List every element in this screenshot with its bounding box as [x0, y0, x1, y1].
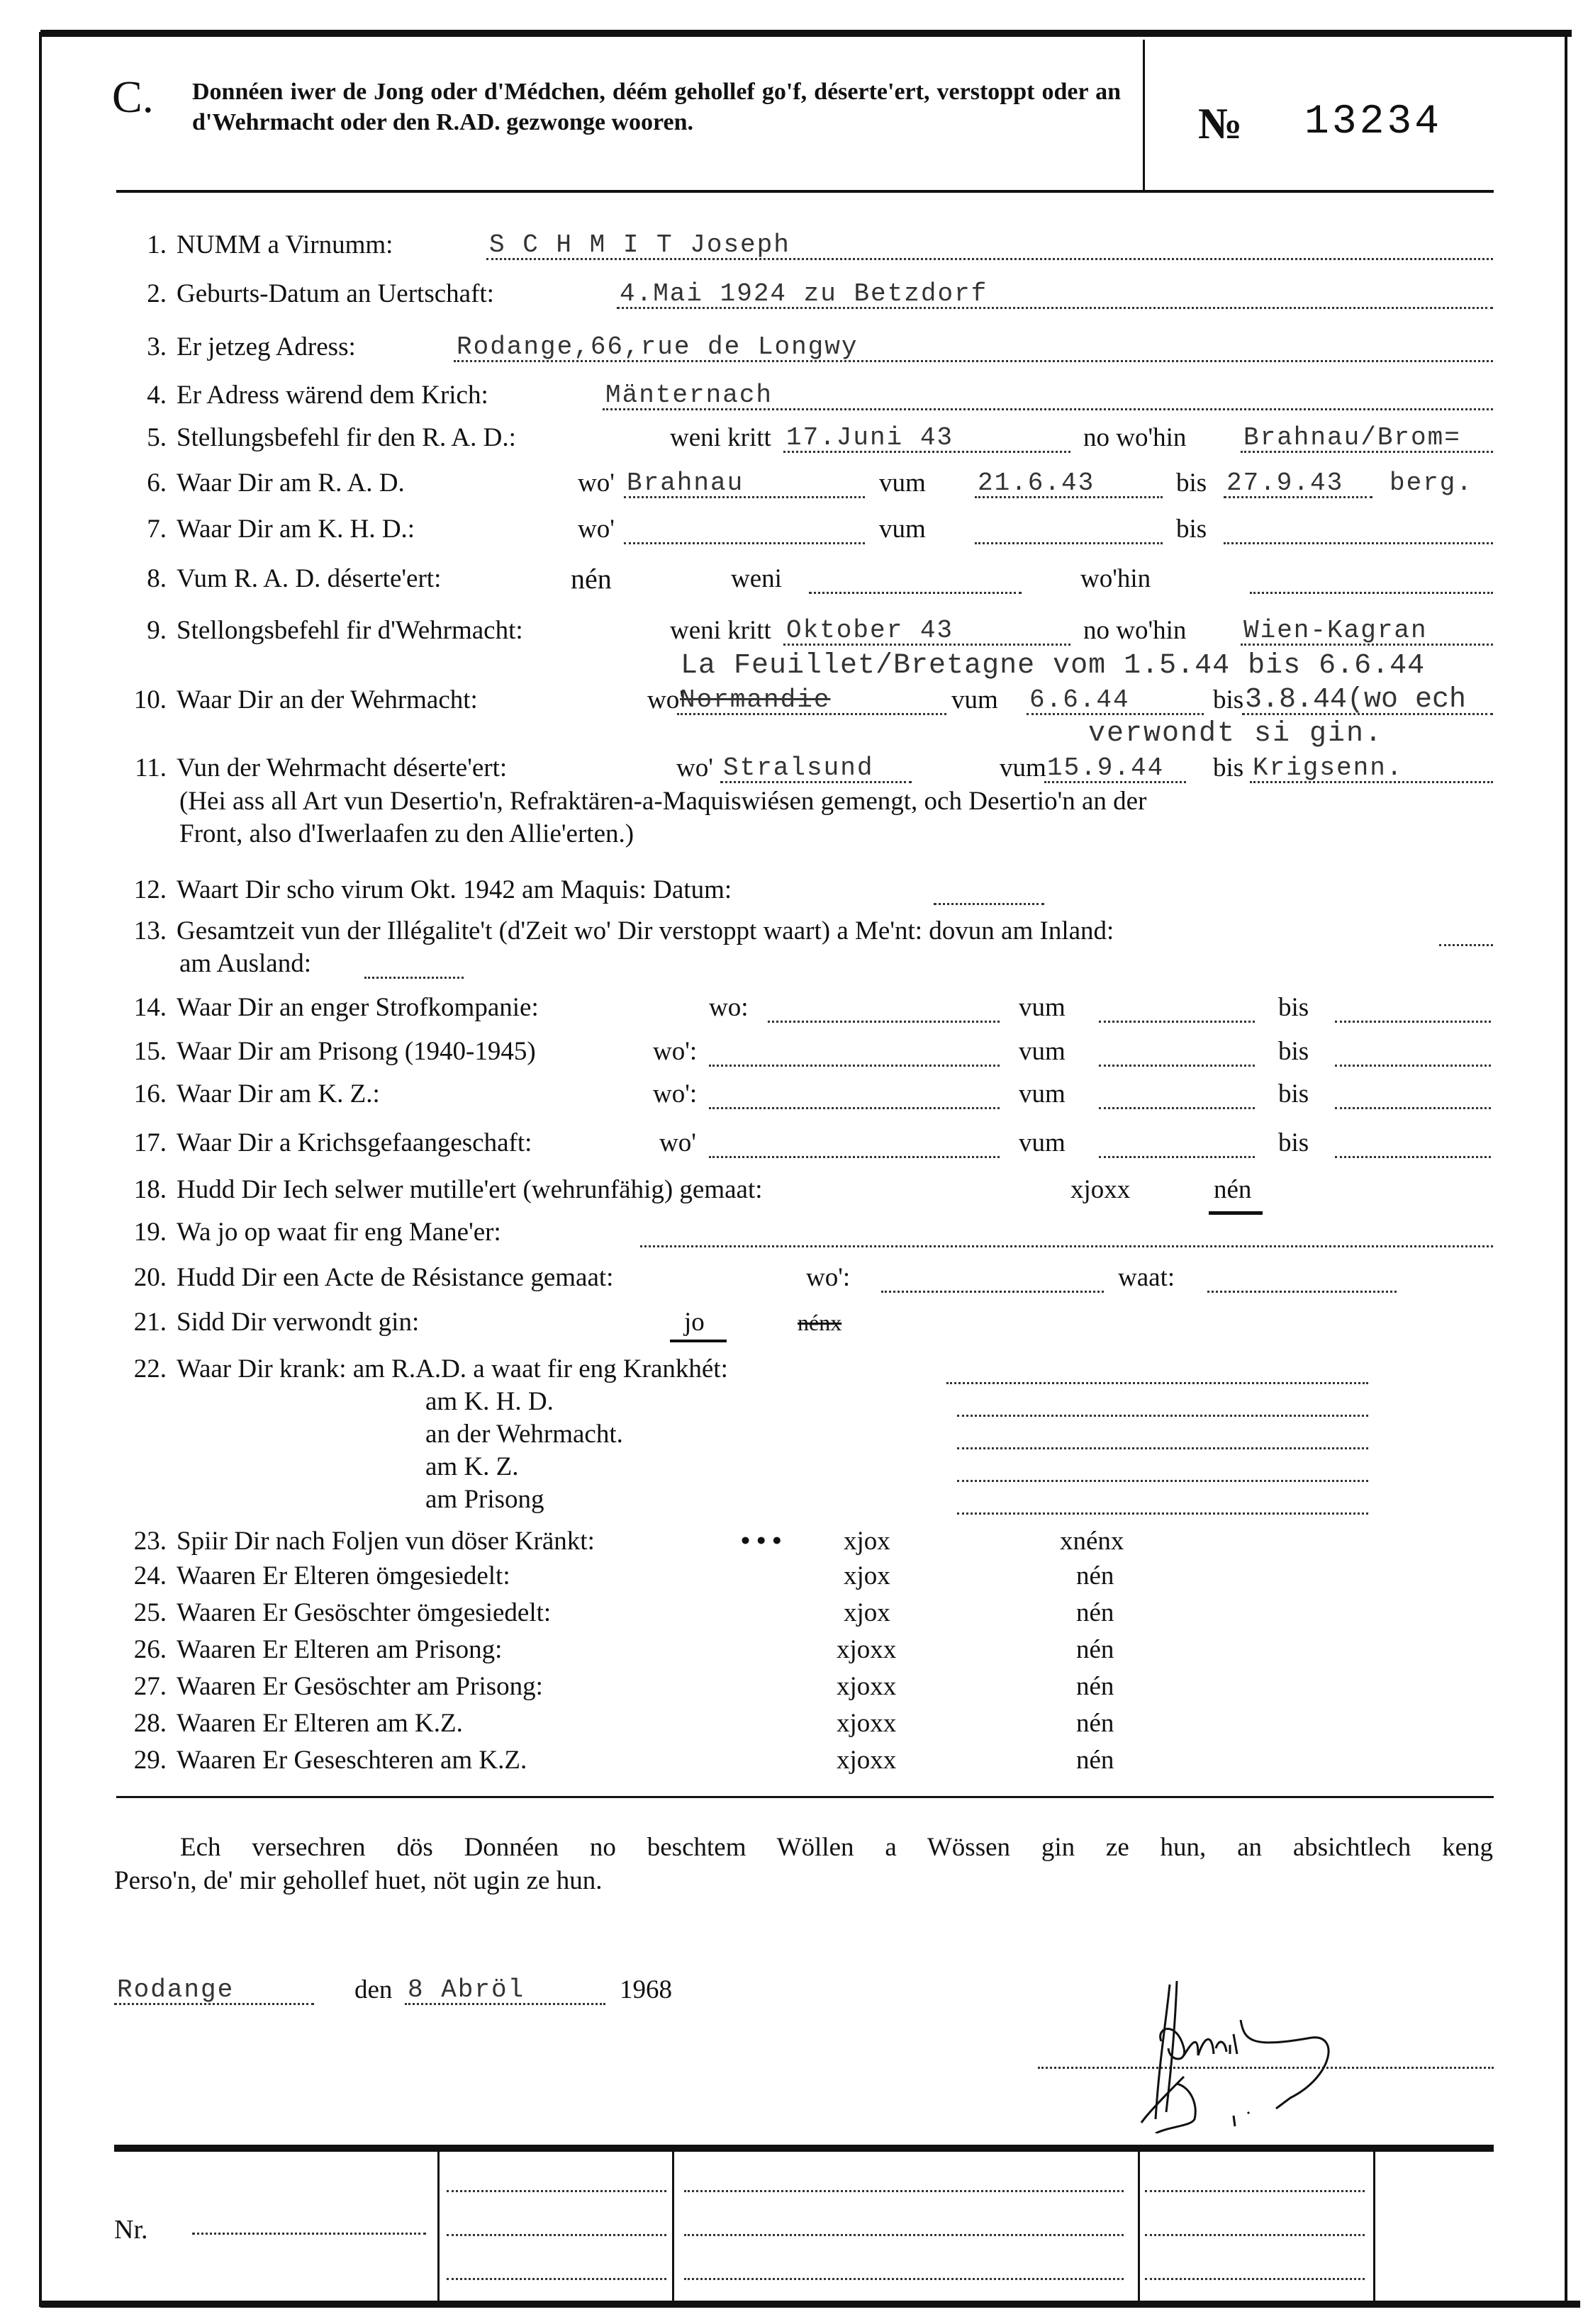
row-label: Waaren Er Gesöschter ömgesiedelt:: [177, 1598, 552, 1627]
no-option[interactable]: xnénx: [1060, 1527, 1124, 1556]
row-number: 29.: [133, 1746, 167, 1775]
footer-field[interactable]: [447, 2190, 666, 2192]
desertion-from: 15.9.44: [1047, 753, 1165, 782]
where-label: wo':: [653, 1037, 698, 1066]
rad-order-place-field[interactable]: [1241, 422, 1493, 453]
row-number: 18.: [133, 1175, 167, 1204]
sub-label: am K. H. D.: [425, 1387, 554, 1416]
footer-field[interactable]: [1145, 2278, 1365, 2280]
row-label: NUMM a Virnumm:: [177, 230, 393, 259]
row-label: Waar Dir a Krichsgefaangeschaft:: [177, 1128, 532, 1157]
rad-from-field[interactable]: [975, 468, 1163, 498]
rad-order-date: 17.Juni 43: [786, 423, 954, 452]
row-sick-kz: [0, 1452, 1588, 1483]
row-note: [0, 786, 1588, 817]
header-rule: [116, 190, 1494, 193]
abroad-label: am Ausland:: [179, 949, 312, 978]
row-number: 23.: [133, 1527, 167, 1556]
prison-from-field[interactable]: [1099, 1036, 1255, 1067]
rad-to-field[interactable]: [1224, 468, 1372, 498]
row-illegality-abroad: [0, 948, 1588, 979]
wehrmacht-to-cont: verwondt si gin.: [1088, 718, 1384, 750]
prison-where-field[interactable]: [709, 1036, 1000, 1067]
row-label: Waar Dir am K. Z.:: [177, 1079, 380, 1108]
when-label: weni kritt: [670, 616, 771, 645]
row-label: Geburts-Datum an Uertschaft:: [177, 279, 494, 308]
yes-option-struck[interactable]: xjoxx: [837, 1709, 897, 1738]
row-number: 27.: [133, 1672, 167, 1701]
row-number: 1.: [147, 230, 167, 259]
row-sick-prison: [0, 1484, 1588, 1515]
pow-to-field[interactable]: [1335, 1128, 1491, 1158]
rad-where-field[interactable]: [624, 468, 865, 498]
row-label: Vun der Wehrmacht déserte'ert:: [177, 753, 508, 782]
row-number: 17.: [133, 1128, 167, 1157]
wehrmacht-from: 6.6.44: [1029, 685, 1130, 714]
row-label: Waar Dir am K. H. D.:: [177, 515, 415, 544]
row-number: 21.: [133, 1308, 167, 1337]
name-value: S C H M I T Joseph: [489, 230, 790, 259]
right-border: [1565, 32, 1567, 2307]
address-value: Rodange,66,rue de Longwy: [457, 332, 859, 361]
desertion-note-line2: Front, also d'Iwerlaafen zu den Allie'erten.): [179, 819, 634, 848]
row-label: Hudd Dir Iech selwer mutille'ert (wehrunfähig) gemaat:: [177, 1175, 763, 1204]
row-number: 19.: [133, 1218, 167, 1247]
row-label: Wa jo op waat fir eng Mane'er:: [177, 1218, 501, 1247]
footer-field[interactable]: [1145, 2190, 1365, 2192]
row-label: Waaren Er Elteren ömgesiedelt:: [177, 1561, 510, 1590]
sick-rad-field[interactable]: [946, 1354, 1368, 1384]
section-letter: C.: [112, 72, 154, 122]
when-label: weni: [731, 564, 782, 593]
row-label: Waar Dir an enger Strofkompanie:: [177, 993, 539, 1022]
rad-to: 27.9.43: [1226, 468, 1344, 498]
desertion-to: Krigsenn.: [1253, 753, 1404, 782]
where-label: wo:: [709, 993, 749, 1022]
bottom-border: [40, 2301, 1580, 2308]
row-label: Waaren Er Elteren am K.Z.: [177, 1709, 463, 1738]
left-border: [39, 32, 42, 2307]
row-siblings-resettled: [0, 1598, 1588, 1629]
row-label: Gesamtzeit vun der Illégalite't (d'Zeit wo' Dir verstoppt waart) a Me'nt: dovun am Inland:: [177, 916, 1114, 945]
desertion-from-field[interactable]: [1044, 753, 1186, 783]
to-label: bis: [1278, 993, 1309, 1022]
no-option[interactable]: nén: [1076, 1672, 1114, 1701]
footer-col-divider: [1138, 2150, 1140, 2302]
row-name: [0, 230, 1588, 261]
row-label: Waar Dir am Prisong (1940-1945): [177, 1037, 536, 1066]
from-label: vum: [1000, 753, 1046, 782]
row-number: 9.: [147, 616, 167, 645]
manner-field[interactable]: [640, 1217, 1493, 1247]
row-sick: [0, 1354, 1588, 1385]
row-label: Waaren Er Elteren am Prisong:: [177, 1635, 503, 1664]
section-rule: [116, 1796, 1494, 1798]
row-wehrmacht-below: [0, 719, 1588, 750]
yes-option-struck[interactable]: xjoxx: [1070, 1175, 1131, 1204]
rad-order-place: Brahnau/Brom=: [1243, 423, 1461, 452]
row-label: Stellongsbefehl fir d'Wehrmacht:: [177, 616, 523, 645]
wehrmacht-order-date: Oktober 43: [786, 616, 954, 645]
row-number: 24.: [133, 1561, 167, 1590]
row-siblings-prison: [0, 1671, 1588, 1702]
row-birth: [0, 279, 1588, 310]
desertion-note-line1: (Hei ass all Art vun Desertio'n, Refraktären-a-Maquiswiésen gemengt, och Desertio'n an der: [179, 787, 1147, 816]
prison-to-field[interactable]: [1335, 1036, 1491, 1067]
yes-option-struck[interactable]: xjox: [844, 1561, 890, 1590]
row-address: [0, 332, 1588, 363]
row-rad-order: [0, 422, 1588, 454]
rad-desertion-answer: nén: [571, 563, 612, 595]
top-border: [40, 30, 1572, 37]
yes-option-struck[interactable]: xjoxx: [837, 1635, 897, 1664]
where-label: wo'hin: [1080, 564, 1151, 593]
from-label: vum: [879, 468, 926, 498]
footer-nr-label: Nr.: [114, 2215, 148, 2245]
number-sign: №: [1198, 100, 1243, 148]
row-rad-desertion: [0, 563, 1588, 595]
from-label: vum: [951, 685, 998, 714]
header-divider: [1143, 40, 1145, 190]
form-title: Donnéen iwer de Jong oder d'Médchen, déém gehollef go'f, déserte'ert, verstoppt oder an d'Wehrmacht oder den R.AD. gezwonge wooren.: [192, 79, 1121, 135]
where-label: wo':: [653, 1079, 698, 1108]
wehrmacht-where-field[interactable]: [677, 685, 946, 715]
to-label: bis: [1278, 1128, 1309, 1157]
where-label: wo':: [806, 1263, 851, 1292]
name-field[interactable]: [486, 230, 1493, 260]
wehrmacht-to: 3.8.44(wo ech: [1245, 684, 1467, 716]
sick-wehrmacht-field[interactable]: [957, 1419, 1368, 1449]
declaration-line1: Ech versechren dös Donnéen no beschtem Wöllen a Wössen gin ze hun, an absichtlech keng: [180, 1833, 1493, 1862]
kz-to-field[interactable]: [1335, 1079, 1491, 1109]
kz-where-field[interactable]: [709, 1079, 1000, 1109]
from-label: vum: [1019, 1128, 1066, 1157]
wehrmacht-where: Normandie: [680, 685, 831, 714]
row-siblings-kz: [0, 1745, 1588, 1776]
to-label: bis: [1213, 685, 1244, 714]
wehrmacht-where-above: La Feuillet/Bretagne vom 1.5.44 bis 6.6.44: [681, 650, 1426, 682]
what-label: waat:: [1118, 1263, 1175, 1292]
form-number: 13234: [1304, 99, 1443, 145]
row-number: 7.: [147, 515, 167, 544]
khd-from-field[interactable]: [975, 514, 1163, 544]
rad-where: Brahnau: [627, 468, 744, 498]
no-option[interactable]: nén: [1076, 1635, 1114, 1664]
to-label: bis: [1278, 1079, 1309, 1108]
no-option[interactable]: nén: [1076, 1561, 1114, 1590]
resistance-what-field[interactable]: [1207, 1262, 1397, 1293]
rad-desertion-where-field[interactable]: [1250, 563, 1493, 594]
no-option[interactable]: nén: [1076, 1709, 1114, 1738]
row-number: 14.: [133, 993, 167, 1022]
birth-value: 4.Mai 1924 zu Betzdorf: [620, 279, 988, 308]
row-number: 3.: [147, 332, 167, 361]
rad-order-date-field[interactable]: [783, 422, 1070, 453]
rad-desertion-when-field[interactable]: [809, 563, 1022, 594]
where-label: wo': [676, 753, 713, 782]
khd-where-field[interactable]: [624, 514, 865, 544]
to-label: bis: [1176, 515, 1207, 544]
row-note: [0, 819, 1588, 850]
wehrmacht-order-place: Wien-Kagran: [1243, 616, 1428, 645]
row-label: Waaren Er Gesöschter am Prisong:: [177, 1672, 543, 1701]
where-label: no wo'hin: [1083, 616, 1187, 645]
row-number: 25.: [133, 1598, 167, 1627]
penal-from-field[interactable]: [1099, 992, 1255, 1023]
row-label: Er Adress wärend dem Krich:: [177, 381, 488, 410]
sick-kz-field[interactable]: [957, 1452, 1368, 1482]
row-manner: [0, 1217, 1588, 1248]
row-number: 20.: [133, 1263, 167, 1292]
from-label: vum: [1019, 1079, 1066, 1108]
footer-field[interactable]: [1145, 2234, 1365, 2236]
yes-option-struck[interactable]: xjox: [844, 1527, 890, 1556]
row-number: 16.: [133, 1079, 167, 1108]
row-number: 13.: [133, 916, 167, 945]
footer-col-divider: [1373, 2150, 1375, 2302]
footer-field[interactable]: [684, 2190, 1124, 2192]
row-sick-khd: [0, 1386, 1588, 1418]
no-option[interactable]: nén: [1076, 1598, 1114, 1627]
row-number: 2.: [147, 279, 167, 308]
row-war-address: [0, 380, 1588, 411]
row-label: Hudd Dir een Acte de Résistance gemaat:: [177, 1263, 614, 1292]
selected-underline: [1209, 1211, 1263, 1215]
maquis-date-field[interactable]: [934, 875, 1044, 905]
row-khd: [0, 514, 1588, 545]
where-label: no wo'hin: [1083, 423, 1187, 452]
row-number: 5.: [147, 423, 167, 452]
row-number: 11.: [135, 753, 167, 782]
kz-from-field[interactable]: [1099, 1079, 1255, 1109]
row-wehrmacht-above: [0, 651, 1588, 682]
address-field[interactable]: [454, 332, 1493, 362]
footer-field[interactable]: [447, 2234, 666, 2236]
row-number: 10.: [133, 685, 167, 714]
signing-place: Rodange: [117, 1975, 235, 2004]
pow-from-field[interactable]: [1099, 1128, 1255, 1158]
sub-label: an der Wehrmacht.: [425, 1420, 623, 1449]
rad-from: 21.6.43: [978, 468, 1095, 498]
war-address-field[interactable]: [603, 380, 1493, 410]
desertion-to-field[interactable]: [1250, 753, 1493, 783]
from-label: vum: [879, 515, 926, 544]
row-consequences: [0, 1526, 1588, 1557]
row-label: Waar Dir krank: am R.A.D. a waat fir eng Krankhét:: [177, 1354, 728, 1383]
row-parents-prison: [0, 1634, 1588, 1666]
row-self-mutilation: [0, 1174, 1588, 1206]
row-number: 4.: [147, 381, 167, 410]
row-number: 28.: [133, 1709, 167, 1738]
no-option[interactable]: nén: [1076, 1746, 1114, 1775]
ellipsis: • • •: [741, 1527, 782, 1556]
row-wounded: [0, 1307, 1588, 1338]
footer-col-divider: [437, 2150, 440, 2302]
date-field[interactable]: [405, 1975, 605, 2005]
row-wehrmacht-order: [0, 615, 1588, 646]
sick-khd-field[interactable]: [957, 1386, 1368, 1417]
row-number: 8.: [147, 564, 167, 593]
row-rad: [0, 468, 1588, 499]
rad-order-place-cont: berg.: [1390, 468, 1474, 498]
footer-field[interactable]: [684, 2234, 1124, 2236]
from-label: vum: [1019, 993, 1066, 1022]
yes-option-struck[interactable]: xjoxx: [837, 1672, 897, 1701]
row-wehrmacht: [0, 685, 1588, 716]
row-label: Stellungsbefehl fir den R. A. D.:: [177, 423, 516, 452]
row-wehrmacht-desertion: [0, 753, 1588, 784]
where-label: wo': [578, 515, 615, 544]
wehrmacht-order-place-field[interactable]: [1241, 615, 1493, 646]
to-label: bis: [1213, 753, 1244, 782]
where-label: wo': [647, 685, 684, 714]
selected-underline: [670, 1340, 727, 1342]
footer-col-divider: [672, 2150, 674, 2302]
footer-field[interactable]: [684, 2278, 1124, 2280]
signing-date: 8 Abröl: [408, 1975, 525, 2004]
row-penal-company: [0, 992, 1588, 1023]
row-pow: [0, 1128, 1588, 1159]
where-label: wo': [659, 1128, 696, 1157]
inland-field[interactable]: [1439, 916, 1493, 946]
row-label: Vum R. A. D. déserte'ert:: [177, 564, 442, 593]
signature: [1127, 1977, 1425, 2133]
row-label: Waart Dir scho virum Okt. 1942 am Maquis: Datum:: [177, 875, 732, 904]
row-sick-wehrmacht: [0, 1419, 1588, 1450]
place-field[interactable]: [114, 1975, 314, 2005]
footer-nr-field[interactable]: [192, 2233, 426, 2235]
where-label: wo': [578, 468, 615, 498]
row-number: 22.: [133, 1354, 167, 1383]
abroad-field[interactable]: [364, 948, 464, 979]
yes-option-struck[interactable]: xjox: [844, 1598, 890, 1627]
row-label: Waar Dir an der Wehrmacht:: [177, 685, 478, 714]
row-resistance: [0, 1262, 1588, 1293]
when-label: weni kritt: [670, 423, 771, 452]
desertion-where: Stralsund: [723, 753, 874, 782]
row-label: Spiir Dir nach Foljen vun döser Kränkt:: [177, 1527, 595, 1556]
row-number: 6.: [147, 468, 167, 498]
row-label: Waaren Er Geseschteren am K.Z.: [177, 1746, 527, 1775]
penal-where-field[interactable]: [768, 992, 1000, 1023]
penal-to-field[interactable]: [1335, 992, 1491, 1023]
wehrmacht-from-field[interactable]: [1027, 685, 1204, 715]
row-label: Sidd Dir verwondt gin:: [177, 1308, 420, 1337]
no-option[interactable]: nén: [1214, 1175, 1252, 1204]
wehrmacht-to-field[interactable]: [1242, 685, 1493, 715]
yes-option-struck[interactable]: xjoxx: [837, 1746, 897, 1775]
resistance-where-field[interactable]: [881, 1262, 1104, 1293]
wehrmacht-order-date-field[interactable]: [783, 615, 1070, 646]
footer-field[interactable]: [447, 2278, 666, 2280]
row-parents-kz: [0, 1708, 1588, 1739]
row-number: 26.: [133, 1635, 167, 1664]
footer-rule: [114, 2145, 1494, 2152]
row-illegality: [0, 916, 1588, 947]
sick-prison-field[interactable]: [957, 1484, 1368, 1515]
to-label: bis: [1176, 468, 1207, 498]
from-label: vum: [1019, 1037, 1066, 1066]
to-label: bis: [1278, 1037, 1309, 1066]
row-label: Waar Dir am R. A. D.: [177, 468, 405, 498]
no-option-struck[interactable]: nénx: [798, 1310, 842, 1335]
row-maquis: [0, 875, 1588, 906]
row-kz: [0, 1079, 1588, 1110]
row-prison: [0, 1036, 1588, 1067]
desertion-where-field[interactable]: [720, 753, 912, 783]
row-number: 12.: [133, 875, 167, 904]
pow-where-field[interactable]: [709, 1128, 1000, 1158]
row-number: 15.: [133, 1037, 167, 1066]
declaration-line2: Perso'n, de' mir gehollef huet, nöt ugin ze hun.: [114, 1866, 603, 1895]
row-label: Er jetzeg Adress:: [177, 332, 356, 361]
khd-to-field[interactable]: [1224, 514, 1493, 544]
war-address-value: Mänternach: [605, 381, 773, 410]
signing-year: 1968: [620, 1975, 672, 2004]
den-label: den: [354, 1975, 393, 2004]
sub-label: am Prisong: [425, 1485, 544, 1514]
birth-field[interactable]: [617, 279, 1493, 309]
sub-label: am K. Z.: [425, 1452, 519, 1481]
yes-option[interactable]: jo: [684, 1308, 705, 1337]
row-parents-resettled: [0, 1561, 1588, 1592]
